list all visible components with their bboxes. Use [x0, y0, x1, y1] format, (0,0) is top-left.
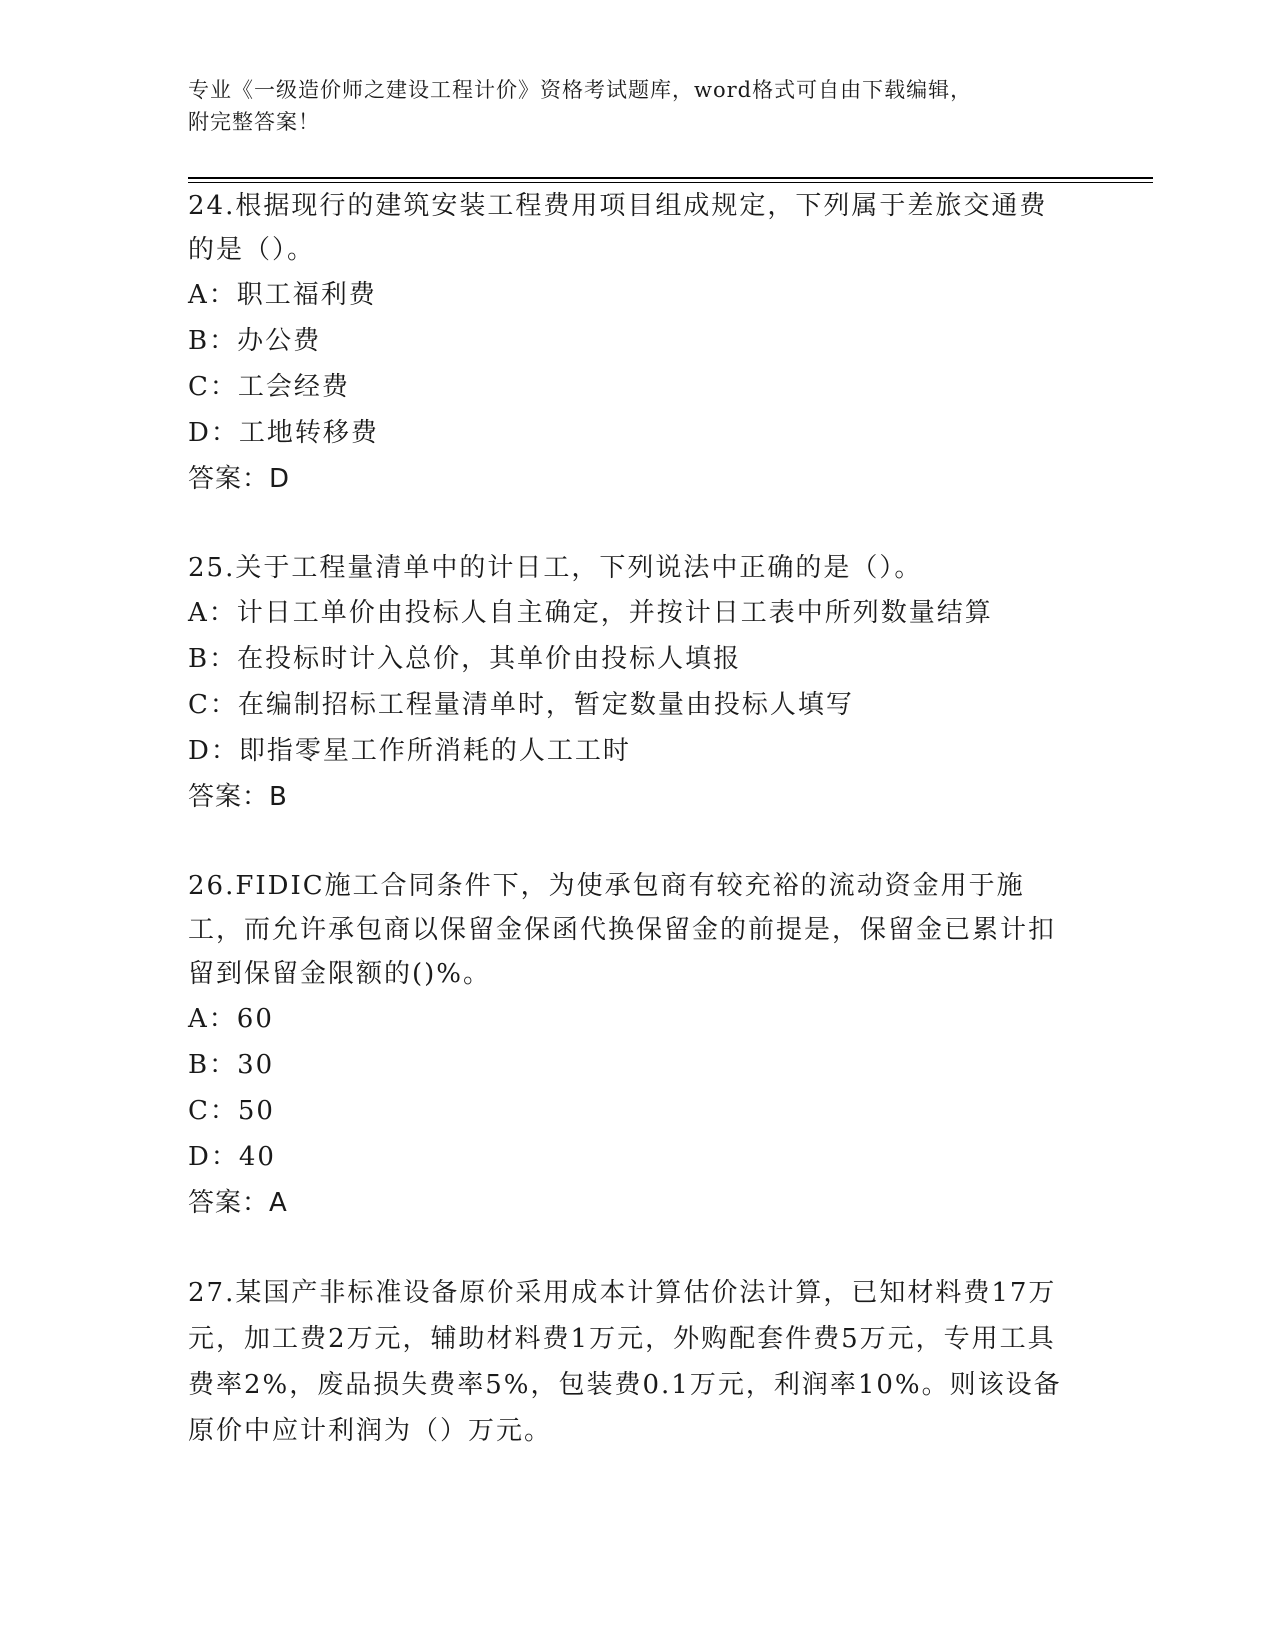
question-spacer — [188, 820, 1068, 864]
option-c: C：工会经费 — [188, 372, 350, 402]
option-a: A：职工福利费 — [188, 280, 377, 310]
answer-line: 答案：B — [188, 782, 288, 812]
option-c: C：50 — [188, 1096, 275, 1126]
answer-line: 答案：D — [188, 464, 291, 494]
question-spacer — [188, 502, 1068, 546]
question-25 — [188, 546, 1068, 820]
option-a: A：计日工单价由投标人自主确定，并按计日工表中所列数量结算 — [188, 598, 993, 628]
question-stem: 27.某国产非标准设备原价采用成本计算估价法计算，已知材料费17万元，加工费2万元，辅助材料费1万元，外购配套件费5万元，专用工具费率2%，废品损失费率5%，包装费0.1万元，利润率10%。则该设备原价中应计利润为（）万元。 — [188, 1278, 1062, 1446]
question-spacer — [188, 1226, 1068, 1270]
question-stem: 25.关于工程量清单中的计日工，下列说法中正确的是（）。 — [188, 553, 923, 583]
question-stem: 26.FIDIC施工合同条件下，为使承包商有较充裕的流动资金用于施工，而允许承包商以保留金保函代换保留金的前提是，保留金已累计扣留到保留金限额的()%。 — [188, 871, 1057, 989]
option-d: D：工地转移费 — [188, 418, 379, 448]
header-divider-thick — [188, 177, 1153, 179]
option-d: D：40 — [188, 1142, 276, 1172]
option-b: B：30 — [188, 1050, 275, 1080]
header-divider-thin — [188, 182, 1153, 183]
question-26 — [188, 864, 1068, 1226]
option-a: A：60 — [188, 1004, 274, 1034]
question-stem: 24.根据现行的建筑安装工程费用项目组成规定，下列属于差旅交通费的是（）。 — [188, 191, 1048, 265]
option-c: C：在编制招标工程量清单时，暂定数量由投标人填写 — [188, 690, 854, 720]
question-24 — [188, 184, 1068, 502]
option-b: B：在投标时计入总价，其单价由投标人填报 — [188, 644, 742, 674]
option-d: D：即指零星工作所消耗的人工工时 — [188, 736, 631, 766]
question-27 — [188, 1270, 1068, 1454]
answer-line: 答案：A — [188, 1188, 288, 1218]
question-list — [188, 188, 1068, 1454]
option-b: B：办公费 — [188, 326, 322, 356]
document-header: 专业《一级造价师之建设工程计价》资格考试题库，word格式可自由下载编辑， 附完整答案！ — [188, 78, 973, 134]
